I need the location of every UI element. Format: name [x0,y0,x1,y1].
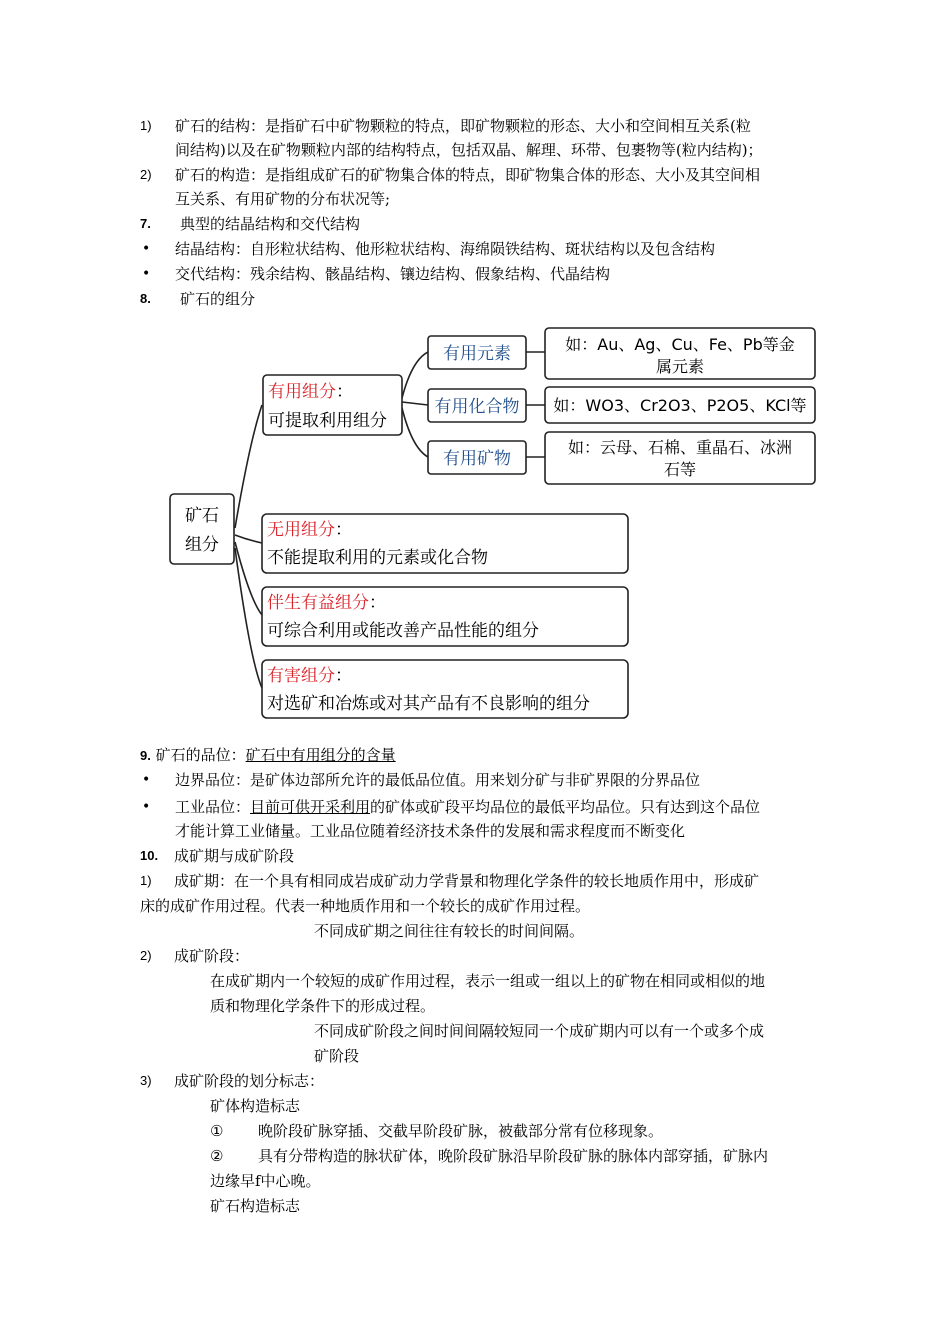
harmful-components-desc: 对选矿和冶炼或对其产品有不良影响的组分 [267,694,590,714]
elements-example-text: 如：Au、Ag、Cu、Fe、Pb等金 [565,335,795,354]
ore-texture-definition-line1: 矿石的结构：是指矿石中矿物颗粒的特点，即矿物颗粒的形态、大小和空间相互关系(粒 [175,117,751,135]
metallogenic-stage-title: 成矿阶段： [174,947,250,965]
metallogenic-stage-line3: 不同成矿阶段之间时间间隔较短同一个成矿期内可以有一个或多个成 [314,1022,765,1040]
root-node-label: 矿石 [185,506,219,526]
industrial-grade-underlined: 目前可供开采利用 [250,798,371,816]
section-8-title: 矿石的组分 [180,290,256,308]
section-number: 7. [140,216,151,231]
industrial-grade-definition-line2: 才能计算工业储量。工业品位随着经济技术条件的发展和需求程度而不断变化 [175,822,686,840]
ore-texture-definition-line2: 间结构)以及在矿物颗粒内部的结构特点，包括双晶、解理、环带、包裹物等(粒内结构)； [175,141,763,159]
metallogenic-period-line2: 床的成矿作用过程。代表一种地质作用和一个较长的成矿作用过程。 [140,897,591,915]
bullet-icon: • [142,241,151,257]
ore-structure-definition-line2: 互关系、有用矿物的分布状况等; [175,190,391,208]
useful-elements-label: 有用元素 [443,344,511,364]
compounds-example-text: 如：WO3、Cr2O3、P2O5、KCl等 [553,396,807,415]
minerals-example-text: 如：云母、石棉、重晶石、冰洲 [567,438,793,457]
metallogenic-period-line3: 不同成矿期之间往往有较长的时间间隔。 [314,922,585,940]
item-number: 3) [140,1073,152,1088]
item-number: 1) [140,118,152,133]
harmful-components-heading: 有害组分： [267,666,352,686]
associated-components-heading: 伴生有益组分： [267,593,386,613]
useless-components-desc: 不能提取利用的元素或化合物 [267,548,488,568]
bullet-icon: • [142,772,151,788]
connector-line [235,405,262,528]
useful-compounds-label: 有用化合物 [434,397,520,417]
criterion-2-marker: ② [210,1147,224,1165]
section-number: 10. [140,848,159,863]
useful-components-desc: 可提取利用组分 [268,411,387,431]
metallogenic-stage-line2: 质和物理化学条件下的形成过程。 [210,997,436,1015]
elements-example-text: 属元素 [655,357,705,376]
bullet-icon: • [142,799,151,815]
crystal-texture-list: 结晶结构：自形粒状结构、他形粒状结构、海绵陨铁结构、斑状结构以及包含结构 [175,240,716,258]
item-number: 2) [140,948,152,963]
section-9-title [140,744,396,767]
stage-criteria-title: 成矿阶段的划分标志： [174,1072,325,1090]
industrial-grade-definition-line1 [175,796,760,818]
orebody-structure-criteria: 矿体构造标志 [210,1097,301,1115]
item-number: 1) [140,873,152,888]
section-number: 8. [140,291,151,306]
connector-line [235,535,262,543]
minerals-example-text: 石等 [663,460,697,479]
criterion-2-line2: 边缘早f中心晚。 [210,1172,321,1190]
metallogenic-stage-line4: 矿阶段 [314,1047,360,1065]
industrial-grade-rest: 的矿体或矿段平均品位的最低平均品位。只有达到这个品位 [370,798,761,816]
section-7-title: 典型的结晶结构和交代结构 [180,215,361,233]
criterion-1-text: 晚阶段矿脉穿插、交截早阶段矿脉，被截部分常有位移现象。 [258,1122,664,1140]
useful-minerals-label: 有用矿物 [443,449,511,469]
ore-structure-definition-line1: 矿石的构造：是指组成矿石的矿物集合体的特点，即矿物集合体的形态、大小及其空间相 [175,166,761,184]
connector-line [402,402,428,405]
cutoff-grade-definition: 边界品位：是矿体边部所允许的最低品位值。用来划分矿与非矿界限的分界品位 [175,771,701,789]
section-number: 9. [140,748,151,763]
criterion-1-marker: ① [210,1122,224,1140]
useful-components-heading: 有用组分： [268,382,353,402]
ore-structure-criteria: 矿石构造标志 [210,1197,301,1215]
item-number: 2) [140,167,152,182]
criterion-2-line1: 具有分带构造的脉状矿体，晚阶段矿脉沿早阶段矿脉的脉体内部穿插，矿脉内 [258,1147,769,1165]
bullet-icon: • [142,266,151,282]
root-node-label: 组分 [185,535,219,555]
metallogenic-stage-line1: 在成矿期内一个较短的成矿作用过程，表示一组或一组以上的矿物在相同或相似的地 [210,972,766,990]
connector-line [402,352,428,398]
replacement-texture-list: 交代结构：残余结构、骸晶结构、镶边结构、假象结构、代晶结构 [175,265,611,283]
connector-line [402,408,428,457]
industrial-grade-prefix: 工业品位： [175,798,251,816]
associated-components-desc: 可综合利用或能改善产品性能的组分 [267,621,539,641]
grade-title-definition: 矿石中有用组分的含量 [245,746,396,764]
section-10-title: 成矿期与成矿阶段 [174,847,295,865]
grade-title-prefix: 矿石的品位： [155,746,246,764]
metallogenic-period-line1: 成矿期：在一个具有相同成岩成矿动力学背景和物理化学条件的较长地质作用中，形成矿 [174,872,760,890]
connector-line [235,548,262,688]
useless-components-heading: 无用组分： [267,520,352,540]
